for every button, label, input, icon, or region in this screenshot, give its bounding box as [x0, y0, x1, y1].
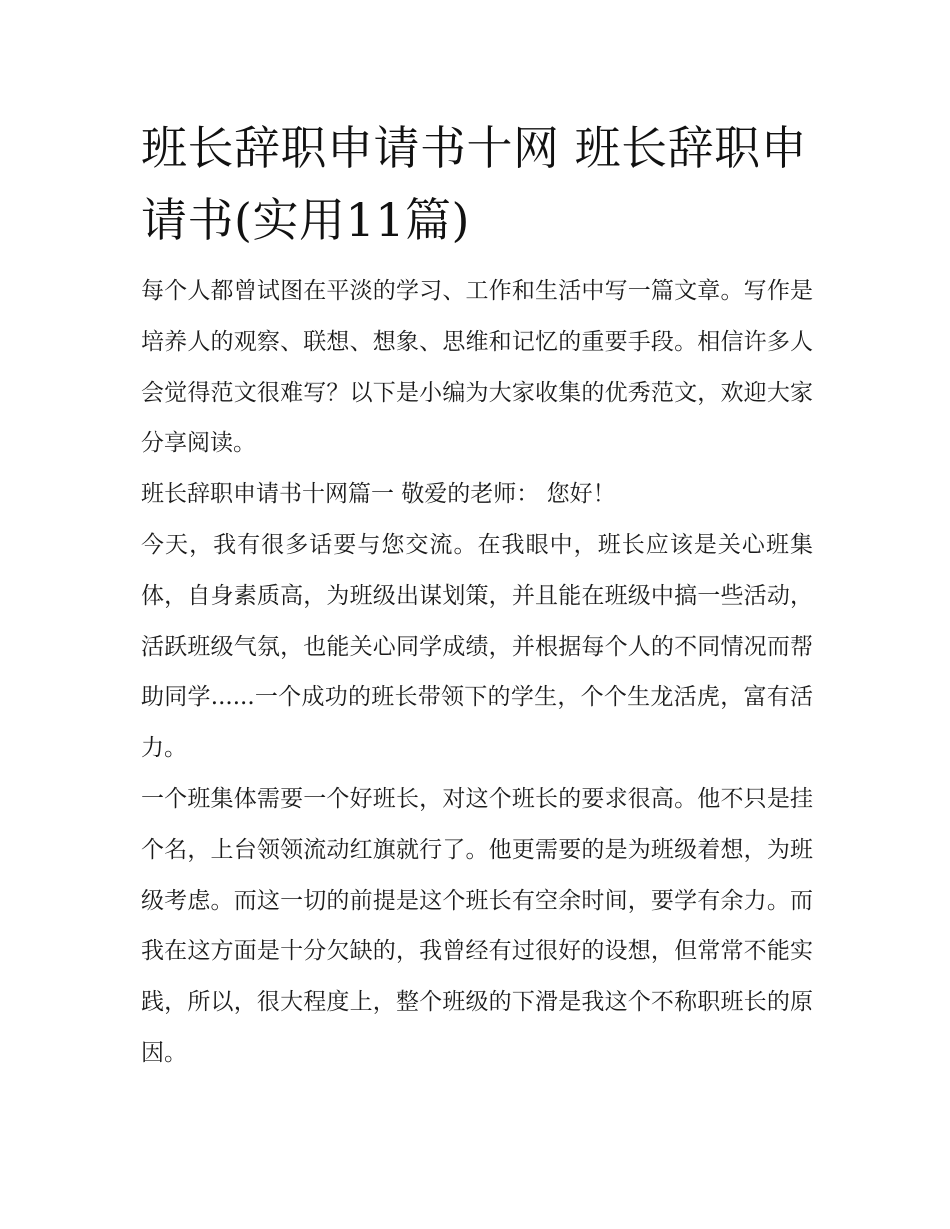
paragraph-intro: 每个人都曾试图在平淡的学习、工作和生活中写一篇文章。写作是培养人的观察、联想、想象、思维和记忆的重要手段。相信许多人会觉得范文很难写？以下是小编为大家收集的优秀范文，欢迎大家分享阅读。 [141, 278, 813, 457]
paragraph-body-1: 今天，我有很多话要与您交流。在我眼中，班长应该是关心班集体，自身素质高，为班级出谋划策，并且能在班级中搞一些活动，活跃班级气氛，也能关心同学成绩，并根据每个人的不同情况而帮助同学......一个成功的班长带领下的学生，个个生龙活虎，富有活力。 [141, 531, 813, 762]
paragraph-salutation: 班长辞职申请书十网篇一 敬爱的老师： 您好！ [141, 481, 616, 508]
document-body [141, 112, 813, 1079]
paragraph-body-2: 一个班集体需要一个好班长，对这个班长的要求很高。他不只是挂个名，上台领领流动红旗就行了。他更需要的是为班级着想，为班级考虑。而这一切的前提是这个班长有空余时间，要学有余力。而我在这方面是十分欠缺的，我曾经有过很好的设想，但常常不能实践，所以，很大程度上，整个班级的下滑是我这个不称职班长的原因。 [141, 785, 813, 1066]
document-title: 班长辞职申请书十网 班长辞职申请书(实用11篇) [141, 121, 808, 247]
